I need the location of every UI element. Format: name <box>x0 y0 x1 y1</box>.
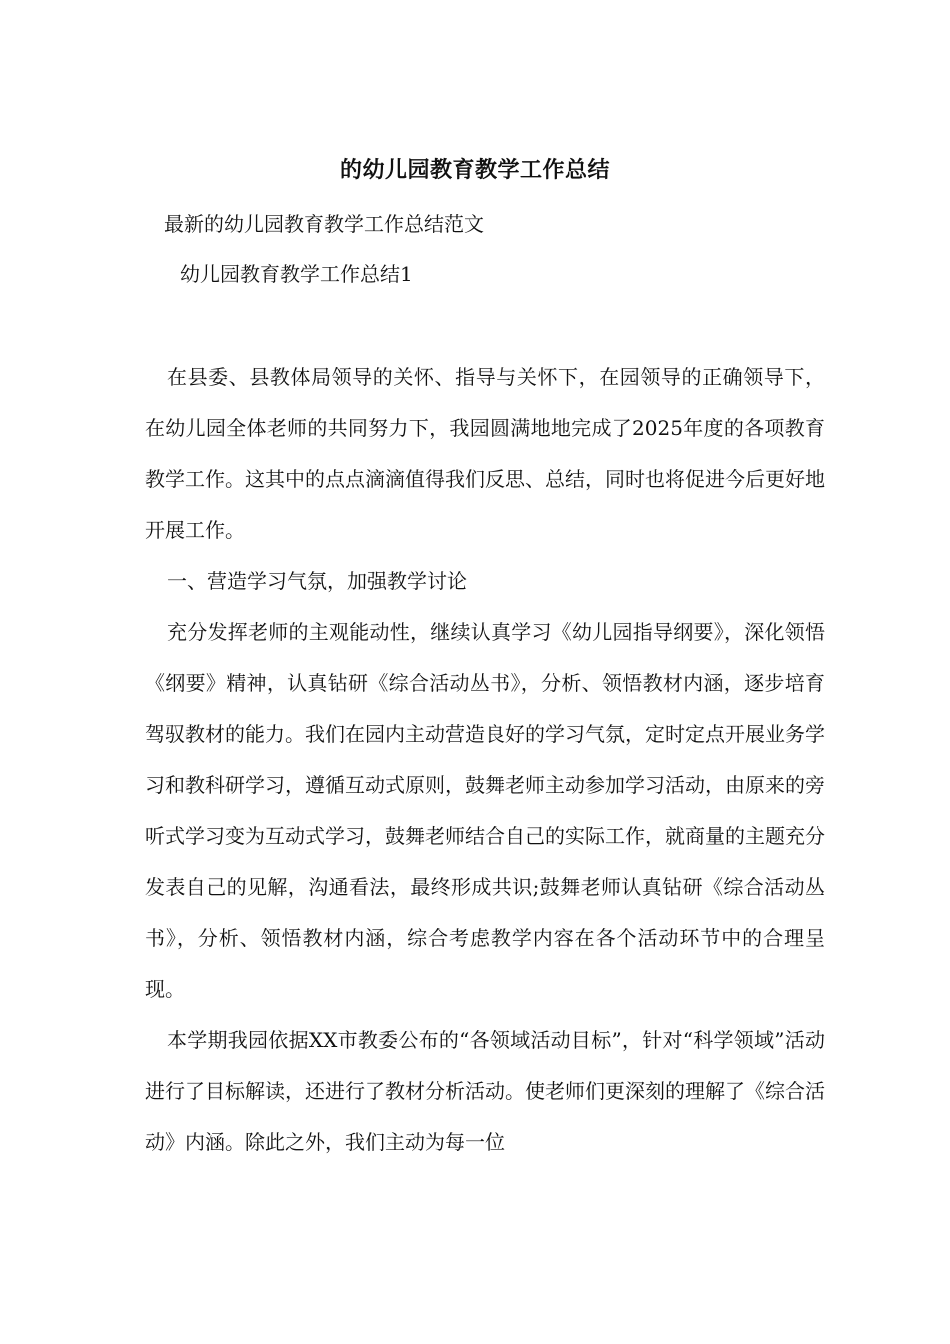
section-heading: 幼儿园教育教学工作总结1 <box>180 262 413 286</box>
document-body <box>145 352 825 1168</box>
document-title: 的幼儿园教育教学工作总结 <box>339 157 610 183</box>
document-subtitle: 最新的幼儿园教育教学工作总结范文 <box>164 212 484 236</box>
paragraph-semester: 本学期我园依据XX市教委公布的“各领域活动目标”，针对“科学领域”活动进行了目标解读，还进行了教材分析活动。使老师们更深刻的理解了《综合活动》内涵。除此之外，我们主动为每一位 <box>145 1028 825 1154</box>
paragraph-study-atmosphere: 充分发挥老师的主观能动性，继续认真学习《幼儿园指导纲要》，深化领悟《纲要》精神，认真钻研《综合活动丛书》，分析、领悟教材内涵，逐步培育驾驭教材的能力。我们在园内主动营造良好的学习气氛，定时定点开展业务学习和教科研学习，遵循互动式原则，鼓舞老师主动参加学习活动，由原来的旁听式学习变为互动式学习，鼓舞老师结合自己的实际工作，就商量的主题充分发表自己的见解，沟通看法，最终形成共识;鼓舞老师认真钻研《综合活动丛书》，分析、领悟教材内涵，综合考虑教学内容在各个活动环节中的合理呈现。 <box>145 620 825 1001</box>
paragraph-heading-one: 一、营造学习气氛，加强教学讨论 <box>167 569 467 593</box>
paragraph-intro: 在县委、县教体局领导的关怀、指导与关怀下，在园领导的正确领导下，在幼儿园全体老师的共同努力下，我园圆满地地完成了2025年度的各项教育教学工作。这其中的点点滴滴值得我们反思、总结，同时也将促进今后更好地开展工作。 <box>145 365 825 542</box>
